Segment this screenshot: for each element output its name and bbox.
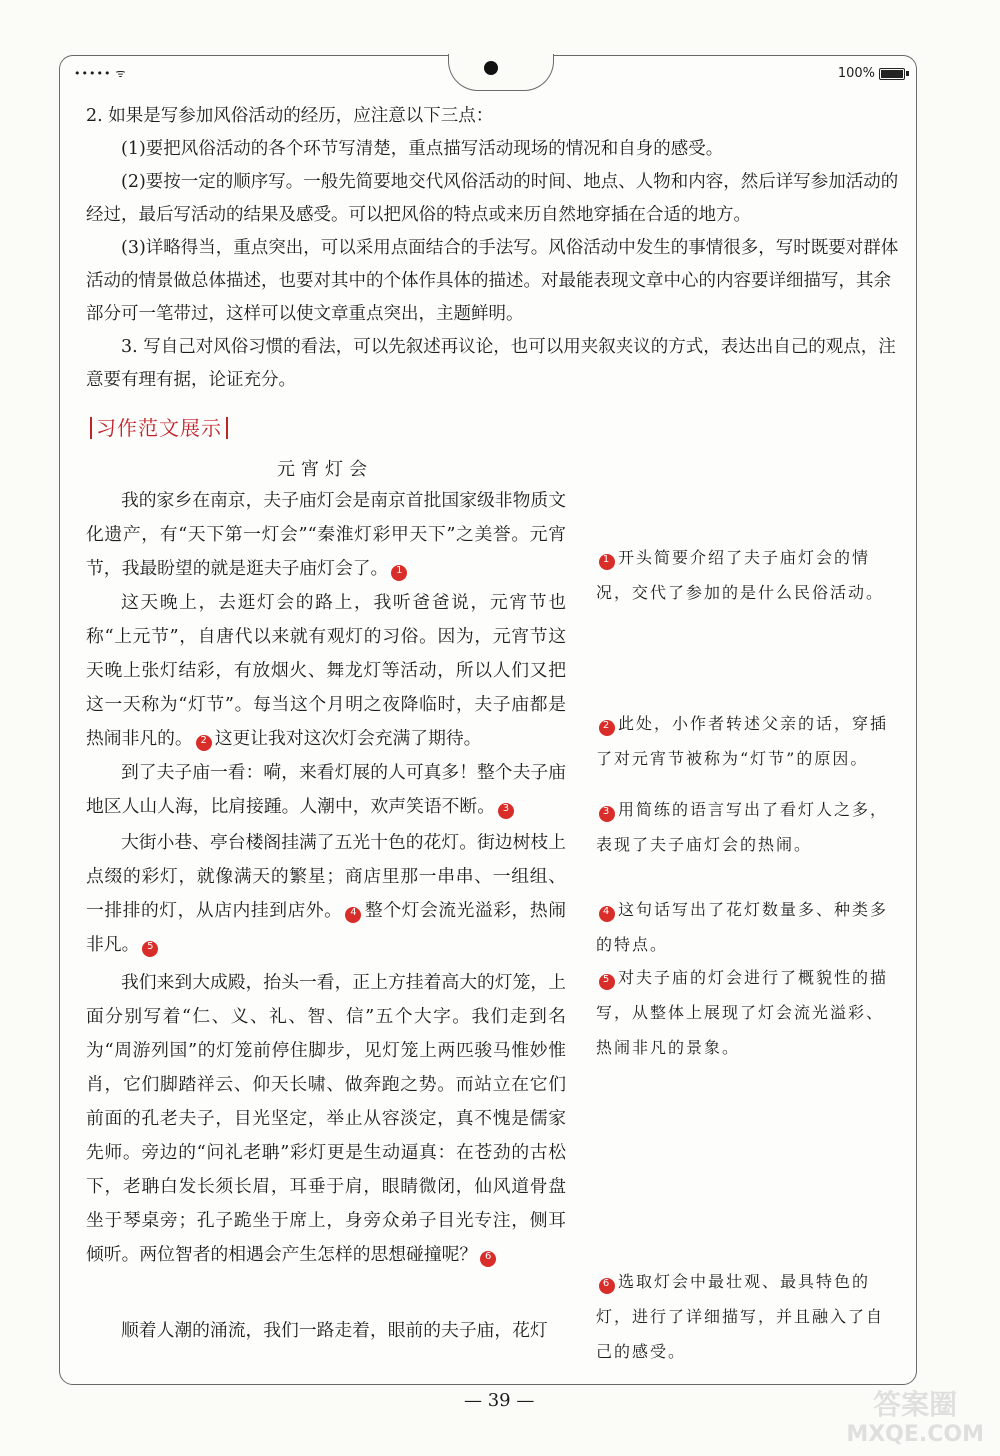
- battery-icon: [879, 68, 905, 80]
- note-marker: 4: [599, 906, 615, 922]
- essay-paragraph: [86, 484, 566, 586]
- annotation-note: [596, 540, 896, 610]
- annotation-marker: 4: [345, 907, 361, 923]
- note-text: 这句话写出了花灯数量多、种类多的特点。: [596, 900, 889, 954]
- essay-text: 我们来到大成殿，抬头一看，正上方挂着高大的灯笼，上面分别写着“仁、义、礼、智、信”五个大字。我们走到名为“周游列国”的灯笼前停住脚步，见灯笼上两匹骏马惟妙惟肖，它们脚踏祥云、仰天长啸、做奔跑之势。而站立在它们前面的孔老夫子，目光坚定，举止从容淡定，真不愧是儒家先师。旁边的“问礼老聃”彩灯更是生动逼真：在苍劲的古松下，老聃白发长须长眉，耳垂于肩，眼睛微闭，仙风道骨盘坐于琴桌旁；孔子跪坐于席上，身旁众弟子目光专注，侧耳倾听。两位智者的相遇会产生怎样的思想碰撞呢？: [86, 972, 566, 1265]
- camera-icon: [484, 61, 498, 75]
- annotation-note: [596, 792, 896, 862]
- header-bar-right: [226, 417, 228, 439]
- essay-text: 这更让我对这次灯会充满了期待。: [214, 728, 482, 749]
- annotation-note: [596, 1264, 896, 1369]
- wifi-icon: ᯤ: [115, 67, 127, 80]
- page-number: — 39 —: [464, 1390, 535, 1411]
- essay-paragraph: [86, 586, 566, 756]
- note-marker: 5: [599, 974, 615, 990]
- watermark-line: 答案圈: [873, 1388, 958, 1421]
- annotation-marker: 6: [480, 1251, 496, 1267]
- note-marker: 2: [599, 720, 615, 736]
- status-bar-left: [74, 66, 127, 81]
- essay-paragraph: [86, 826, 566, 962]
- annotation-marker: 5: [142, 941, 158, 957]
- essay-text: 整个灯会流光溢彩，热闹非凡。: [86, 900, 566, 955]
- essay-paragraph: [86, 1314, 566, 1348]
- annotation-note: [596, 892, 896, 962]
- essay-text: 我的家乡在南京，夫子庙灯会是南京首批国家级非物质文化遗产，有“天下第一灯会”“秦淮灯彩甲天下”之美誉。元宵节，我最盼望的就是逛夫子庙灯会了。: [86, 490, 566, 579]
- battery-level: [881, 70, 903, 78]
- annotation-note: [596, 706, 896, 776]
- watermark: [846, 1390, 984, 1450]
- essay-paragraph: [86, 756, 566, 824]
- intro-sub-1: (1)要把风俗活动的各个环节写清楚，重点描写活动现场的情况和自身的感受。: [121, 139, 724, 159]
- annotation-marker: 1: [391, 565, 407, 581]
- note-text: 用简练的语言写出了看灯人之多，表现了夫子庙灯会的热闹。: [596, 800, 889, 854]
- intro-sub-2: (2)要按一定的顺序写。一般先简要地交代风俗活动的时间、地点、人物和内容，然后详写参加活动的经过，最后写活动的结果及感受。可以把风俗的特点或来历自然地穿插在合适的地方。: [86, 172, 899, 225]
- essay-text: 到了夫子庙一看：嗬，来看灯展的人可真多！整个夫子庙地区人山人海，比肩接踵。人潮中，欢声笑语不断。: [86, 762, 566, 817]
- signal-icon: •••••: [74, 67, 112, 80]
- header-bar-left: [90, 417, 92, 439]
- note-marker: 6: [599, 1278, 615, 1294]
- essay-text: 顺着人潮的涌流，我们一路走着，眼前的夫子庙，花灯: [121, 1320, 548, 1341]
- note-text: 此处，小作者转述父亲的话，穿插了对元宵节被称为“灯节”的原因。: [596, 714, 889, 768]
- device-notch: [448, 54, 554, 91]
- note-text: 开头简要介绍了夫子庙灯会的情况，交代了参加的是什么民俗活动。: [596, 548, 885, 602]
- battery-text: 100%: [837, 66, 875, 81]
- note-text: 对夫子庙的灯会进行了概貌性的描写，从整体上展现了灯会流光溢彩、热闹非凡的景象。: [596, 968, 889, 1057]
- intro-sub-3: (3)详略得当，重点突出，可以采用点面结合的手法写。风俗活动中发生的事情很多，写时既要对群体活动的情景做总体描述，也要对其中的个体作具体的描述。对最能表现文章中心的内容要详细描写，其余部分可一笔带过，这样可以使文章重点突出，主题鲜明。: [86, 238, 899, 324]
- essay-paragraph: [86, 966, 566, 1272]
- essay-text: 大街小巷、亭台楼阁挂满了五光十色的花灯。街边树枝上点缀的彩灯，就像满天的繁星；商店里那一串串、一组组、一排排的灯，从店内挂到店外。: [86, 832, 566, 921]
- annotation-note: [596, 960, 896, 1065]
- intro-point-2: 2. 如果是写参加风俗活动的经历，应注意以下三点：: [86, 106, 494, 126]
- annotation-marker: 3: [498, 803, 514, 819]
- essay-text: 这天晚上，去逛灯会的路上，我听爸爸说，元宵节也称“上元节”，自唐代以来就有观灯的习俗。因为，元宵节这天晚上张灯结彩，有放烟火、舞龙灯等活动，所以人们又把这一天称为“灯节”。每当这个月明之夜降临时，夫子庙都是热闹非凡的。: [86, 592, 566, 749]
- essay-title: 元宵灯会: [277, 459, 373, 480]
- note-text: 选取灯会中最壮观、最具特色的灯，进行了详细描写，并且融入了自己的感受。: [596, 1272, 885, 1361]
- section-header: [86, 412, 232, 441]
- intro-point-3: 3. 写自己对风俗习惯的看法，可以先叙述再议论，也可以用夹叙夹议的方式，表达出自己的观点，注意要有理有据，论证充分。: [86, 337, 896, 390]
- section-header-text: 习作范文展示: [96, 416, 222, 440]
- annotation-marker: 2: [196, 735, 212, 751]
- watermark-line: MXQE.COM: [846, 1422, 984, 1447]
- status-bar-right: [838, 66, 905, 81]
- note-marker: 1: [599, 554, 615, 570]
- note-marker: 3: [599, 806, 615, 822]
